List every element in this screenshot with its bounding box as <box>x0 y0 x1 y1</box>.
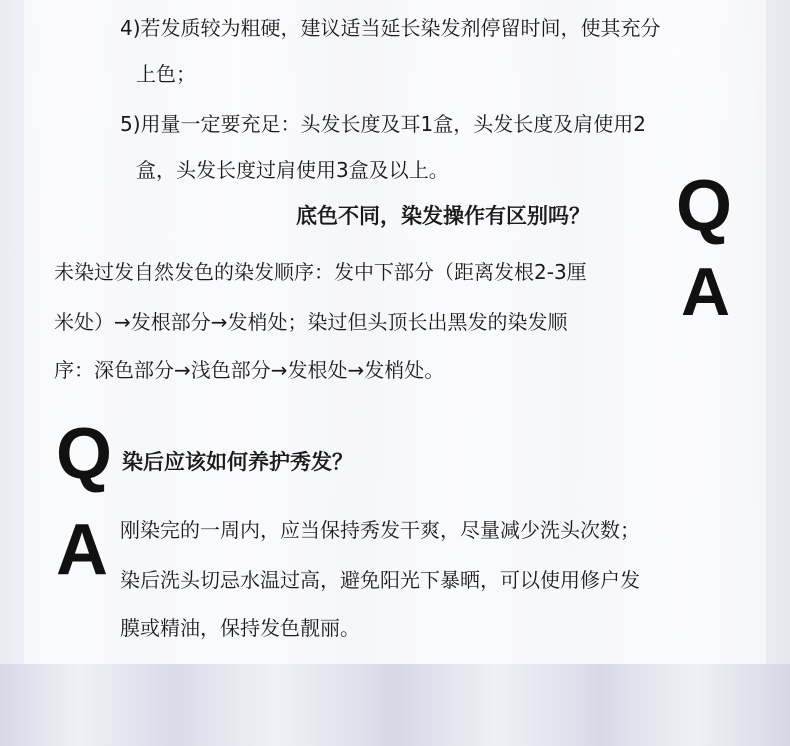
decorative-bottom-band <box>0 664 790 746</box>
q-letter-icon: Q <box>56 414 113 494</box>
tip-line-4: 盒，头发长度过肩使用3盒及以上。 <box>136 158 449 182</box>
qa2-question: 染后应该如何养护秀发？ <box>122 450 353 474</box>
q-letter-icon: Q <box>676 166 733 246</box>
qa1-answer-line-1: 未染过发自然发色的染发顺序：发中下部分（距离发根2-3厘 <box>54 260 587 284</box>
qa1-answer-line-2: 米处）→发根部分→发梢处；染过但头顶长出黑发的染发顺 <box>54 310 568 334</box>
qa2-answer-line-2: 染后洗头切忌水温过高，避免阳光下暴晒，可以使用修户发 <box>120 568 640 592</box>
qa2-answer-line-1: 刚染完的一周内，应当保持秀发干爽，尽量减少洗头次数； <box>120 518 640 542</box>
tip-line-2: 上色； <box>136 62 196 86</box>
qa1-question: 底色不同，染发操作有区别吗？ <box>296 204 590 228</box>
qa2-answer-line-3: 膜或精油，保持发色靓丽。 <box>120 616 360 640</box>
a-letter-icon: A <box>681 254 731 330</box>
qa1-answer-line-3: 序：深色部分→浅色部分→发根处→发梢处。 <box>54 358 445 382</box>
a-letter-icon: A <box>56 510 108 590</box>
tip-line-1: 4)若发质较为粗硬，建议适当延长染发剂停留时间，使其充分 <box>120 16 661 40</box>
tip-line-3: 5)用量一定要充足：头发长度及耳1盒，头发长度及肩使用2 <box>120 112 646 136</box>
